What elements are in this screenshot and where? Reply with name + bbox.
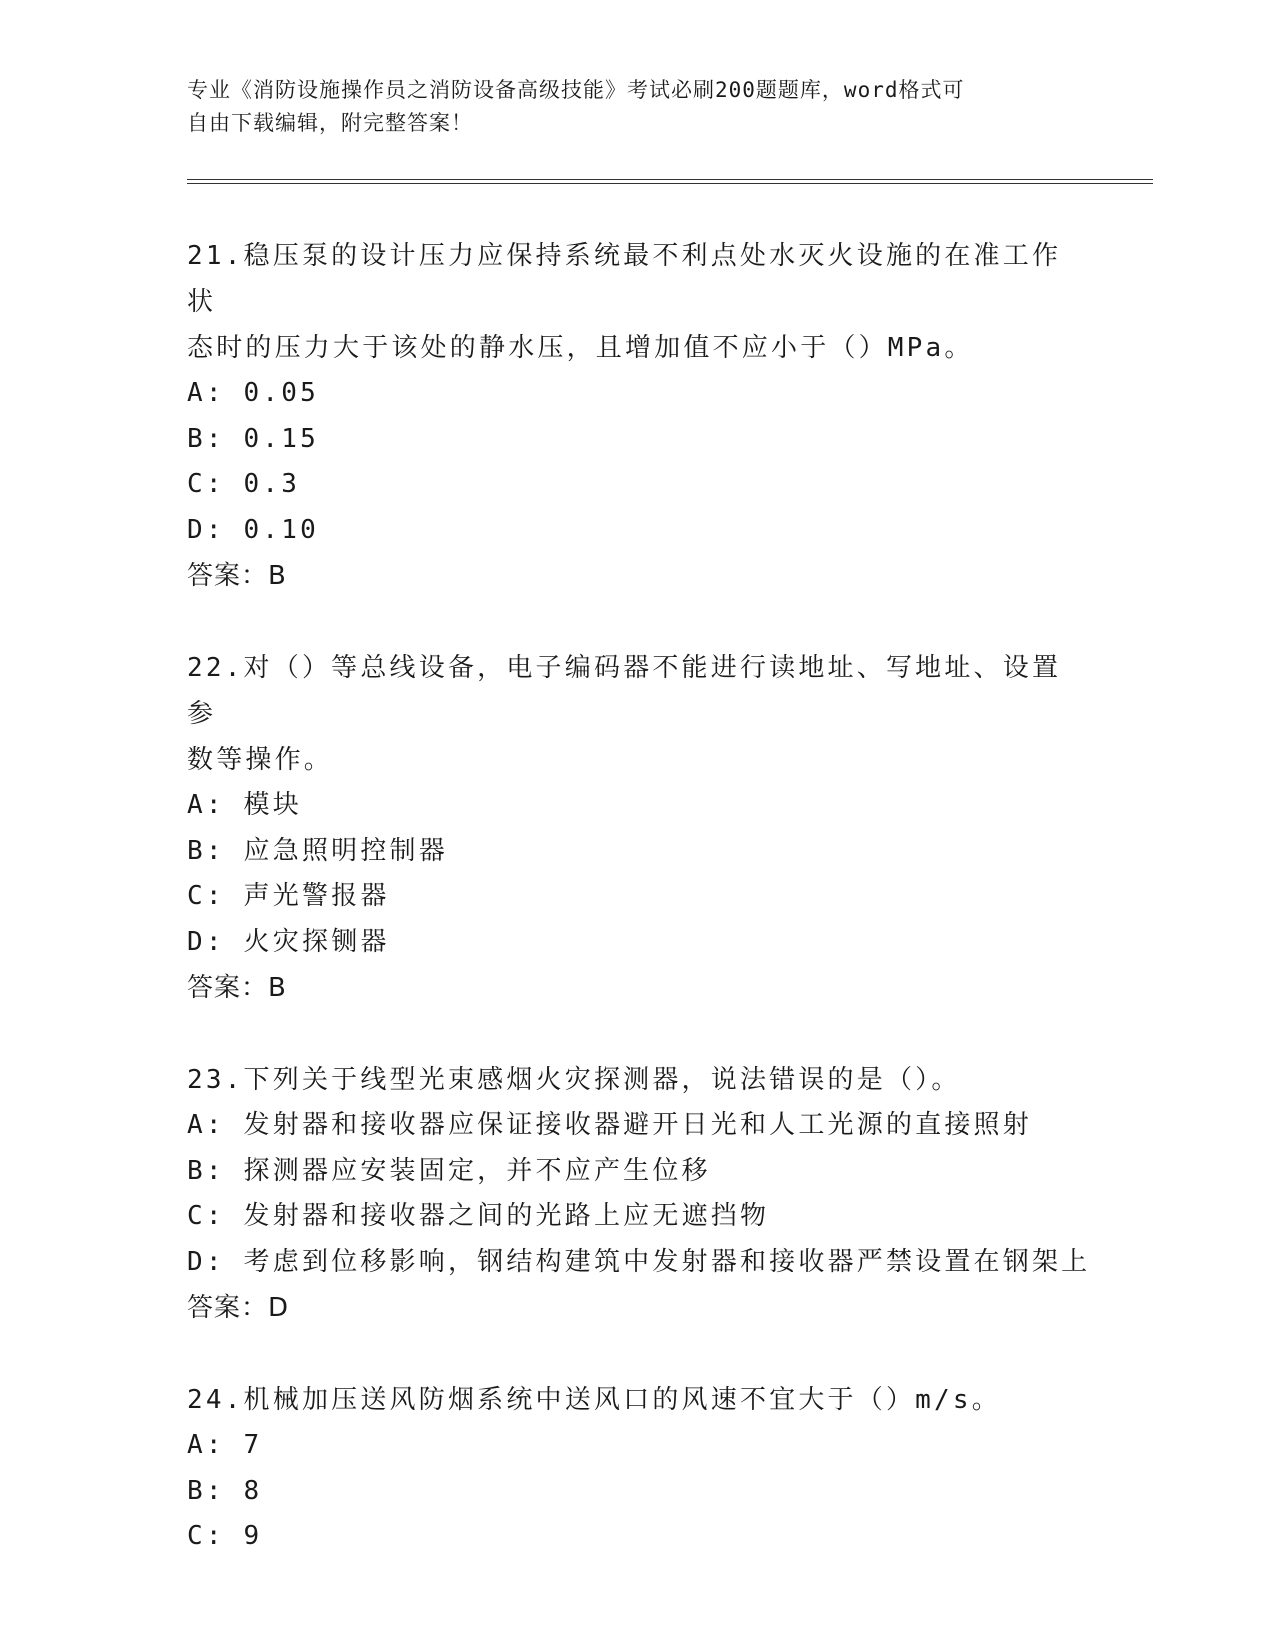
question-stem-line: 24.机械加压送风防烟系统中送风口的风速不宜大于（）m/s。 xyxy=(187,1385,1001,1415)
question-stem-line: 态时的压力大于该处的静水压，且增加值不应小于（）MPa。 xyxy=(187,333,974,363)
option-b: B: 探测器应安装固定，并不应产生位移 xyxy=(187,1155,711,1186)
option-d: D: 考虑到位移影响，钢结构建筑中发射器和接收器严禁设置在钢架上 xyxy=(187,1246,1091,1277)
question-23 xyxy=(187,1057,1091,1331)
option-c: C: 发射器和接收器之间的光路上应无遮挡物 xyxy=(187,1201,770,1231)
question-stem-line: 23.下列关于线型光束感烟火灾探测器，说法错误的是（）。 xyxy=(187,1065,961,1095)
question-stem-line: 22.对（）等总线设备，电子编码器不能进行读地址、写地址、设置参 xyxy=(187,653,1062,729)
option-a: A: 发射器和接收器应保证接收器避开日光和人工光源的直接照射 xyxy=(187,1110,1032,1140)
option-a: A: 0.05 xyxy=(187,378,319,408)
answer-line: 答案：B xyxy=(187,561,287,591)
header-divider-top xyxy=(187,179,1153,180)
option-c: C: 0.3 xyxy=(187,469,301,499)
option-b: B: 0.15 xyxy=(187,423,319,454)
question-24 xyxy=(187,1377,1087,1560)
question-list xyxy=(187,233,1091,1606)
option-d: D: 火灾探铡器 xyxy=(187,926,390,957)
option-b: B: 应急照明控制器 xyxy=(187,835,448,866)
question-22 xyxy=(187,645,1087,1011)
document-header xyxy=(187,74,1067,140)
option-c: C: 声光警报器 xyxy=(187,881,390,911)
question-stem-line: 数等操作。 xyxy=(187,745,334,775)
option-a: A: 7 xyxy=(187,1430,263,1460)
answer-line: 答案：B xyxy=(187,973,287,1003)
header-line-2: 自由下载编辑，附完整答案！ xyxy=(187,111,473,135)
option-c: C: 9 xyxy=(187,1521,263,1551)
question-stem-line: 21.稳压泵的设计压力应保持系统最不利点处水灭火设施的在准工作状 xyxy=(187,241,1062,317)
option-b: B: 8 xyxy=(187,1475,263,1506)
answer-line: 答案：D xyxy=(187,1293,290,1323)
option-d: D: 0.10 xyxy=(187,514,319,545)
header-divider-bottom xyxy=(187,183,1153,184)
option-a: A: 模块 xyxy=(187,790,302,820)
header-line-1: 专业《消防设施操作员之消防设备高级技能》考试必刷200题题库，word格式可 xyxy=(187,78,965,102)
question-21 xyxy=(187,233,1087,599)
